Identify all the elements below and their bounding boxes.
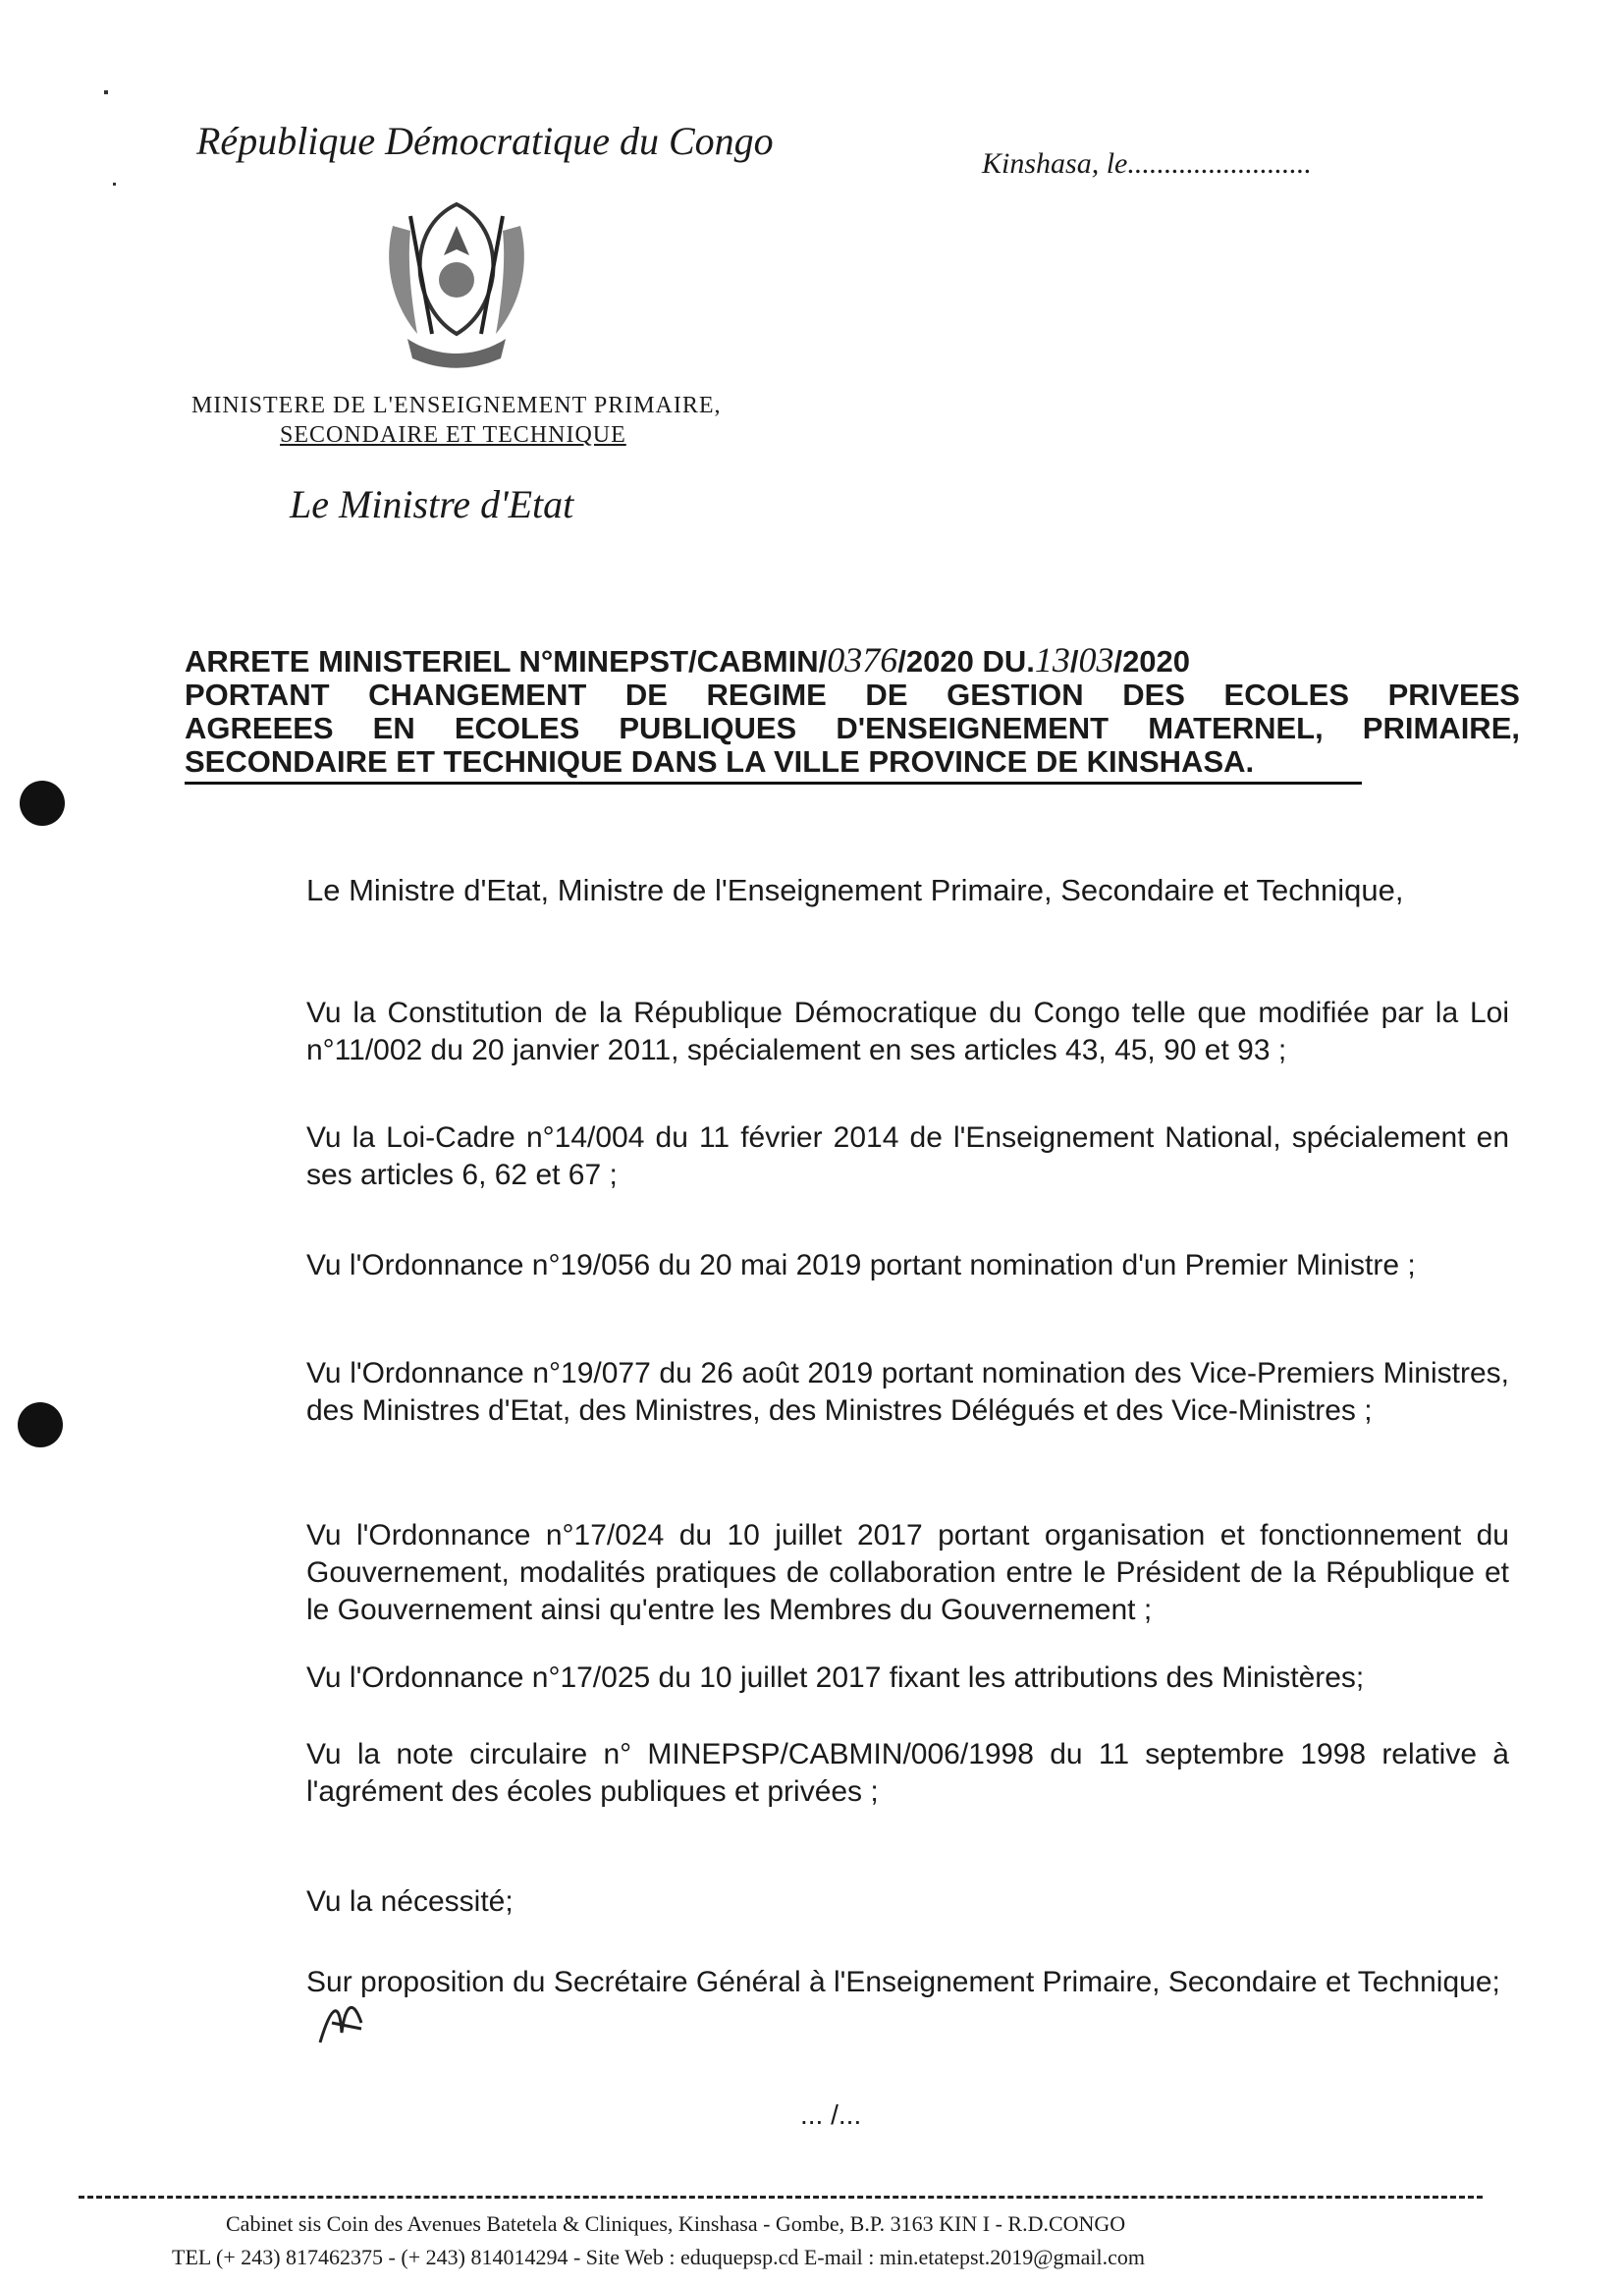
- coat-of-arms-icon: [363, 187, 550, 373]
- decree-title-line-4: SECONDAIRE ET TECHNIQUE DANS LA VILLE PROVINCE DE KINSHASA.: [185, 745, 1362, 785]
- initials-signature: [312, 1993, 371, 2052]
- decree-handwritten-day: 13: [1034, 640, 1070, 680]
- country-name: République Démocratique du Congo: [196, 119, 774, 163]
- footer-address: Cabinet sis Coin des Avenues Batetela & Cliniques, Kinshasa - Gombe, B.P. 3163 KIN I - R.D.CONGO: [226, 2211, 1126, 2236]
- coat-of-arms: [363, 187, 550, 373]
- ministry-line-2: SECONDAIRE ET TECHNIQUE: [280, 422, 626, 448]
- margin-mark: [113, 183, 116, 186]
- margin-mark: [104, 90, 108, 94]
- continuation-mark: ... /...: [800, 2099, 862, 2130]
- punch-hole-top: [20, 781, 65, 826]
- ministry-line-1: MINISTERE DE L'ENSEIGNEMENT PRIMAIRE,: [191, 393, 722, 418]
- decree-title-line-3: AGREEES EN ECOLES PUBLIQUES D'ENSEIGNEMENT MATERNEL, PRIMAIRE,: [185, 711, 1520, 745]
- decree-handwritten-number: 0376: [827, 640, 898, 680]
- visa-paragraph-8: Vu la nécessité;: [306, 1885, 514, 1918]
- decree-date-prefix: /2020 DU.: [897, 644, 1035, 679]
- visa-paragraph-2: Vu la Loi-Cadre n°14/004 du 11 février 2014 de l'Enseignement National, spécialement en ses articles 6, 62 et 67 ;: [306, 1121, 1509, 1191]
- decree-number-prefix: ARRETE MINISTERIEL N°MINEPST/CABMIN/: [185, 644, 828, 679]
- decree-date-year: /2020: [1113, 644, 1191, 679]
- decree-date-separator: /: [1069, 644, 1079, 679]
- place-date-line: Kinshasa, le.........................: [982, 147, 1312, 180]
- decree-handwritten-month: 03: [1078, 640, 1114, 680]
- visa-paragraph-9: Sur proposition du Secrétaire Général à l'Enseignement Primaire, Secondaire et Technique;: [306, 1966, 1500, 1998]
- footer-divider: [79, 2196, 1483, 2199]
- visa-paragraph-5: Vu l'Ordonnance n°17/024 du 10 juillet 2017 portant organisation et fonctionnement du Gouvernement, modalités pratiques de collaboration entre le Président de la République et le Gouvernement ainsi qu'entre les Membres du Gouvernement ;: [306, 1519, 1509, 1626]
- visa-paragraph-7: Vu la note circulaire n° MINEPSP/CABMIN/006/1998 du 11 septembre 1998 relative à l'agrément des écoles publiques et privées ;: [306, 1738, 1509, 1808]
- visa-paragraph-4: Vu l'Ordonnance n°19/077 du 26 août 2019 portant nomination des Vice-Premiers Ministres, des Ministres d'Etat, des Ministres, des Ministres Délégués et des Vice-Ministres ;: [306, 1357, 1509, 1427]
- decree-title: [185, 640, 1520, 785]
- punch-hole-bottom: [18, 1402, 63, 1447]
- visa-paragraph-3: Vu l'Ordonnance n°19/056 du 20 mai 2019 portant nomination d'un Premier Ministre ;: [306, 1249, 1416, 1281]
- intro-paragraph: Le Ministre d'Etat, Ministre de l'Enseignement Primaire, Secondaire et Technique,: [306, 873, 1404, 907]
- visa-paragraph-1: Vu la Constitution de la République Démocratique du Congo telle que modifiée par la Loi n°11/002 du 20 janvier 2011, spécialement en ses articles 43, 45, 90 et 93 ;: [306, 997, 1509, 1066]
- visa-paragraph-6: Vu l'Ordonnance n°17/025 du 10 juillet 2017 fixant les attributions des Ministères;: [306, 1661, 1365, 1694]
- decree-title-line-2: PORTANT CHANGEMENT DE REGIME DE GESTION DES ECOLES PRIVEES: [185, 678, 1520, 712]
- footer-contacts: TEL (+ 243) 817462375 - (+ 243) 814014294 - Site Web : eduquepsp.cd E-mail : min.etatepst.2019@gmail.com: [172, 2245, 1145, 2269]
- minister-title: Le Ministre d'Etat: [290, 482, 574, 526]
- decree-title-line-1: [185, 640, 1520, 680]
